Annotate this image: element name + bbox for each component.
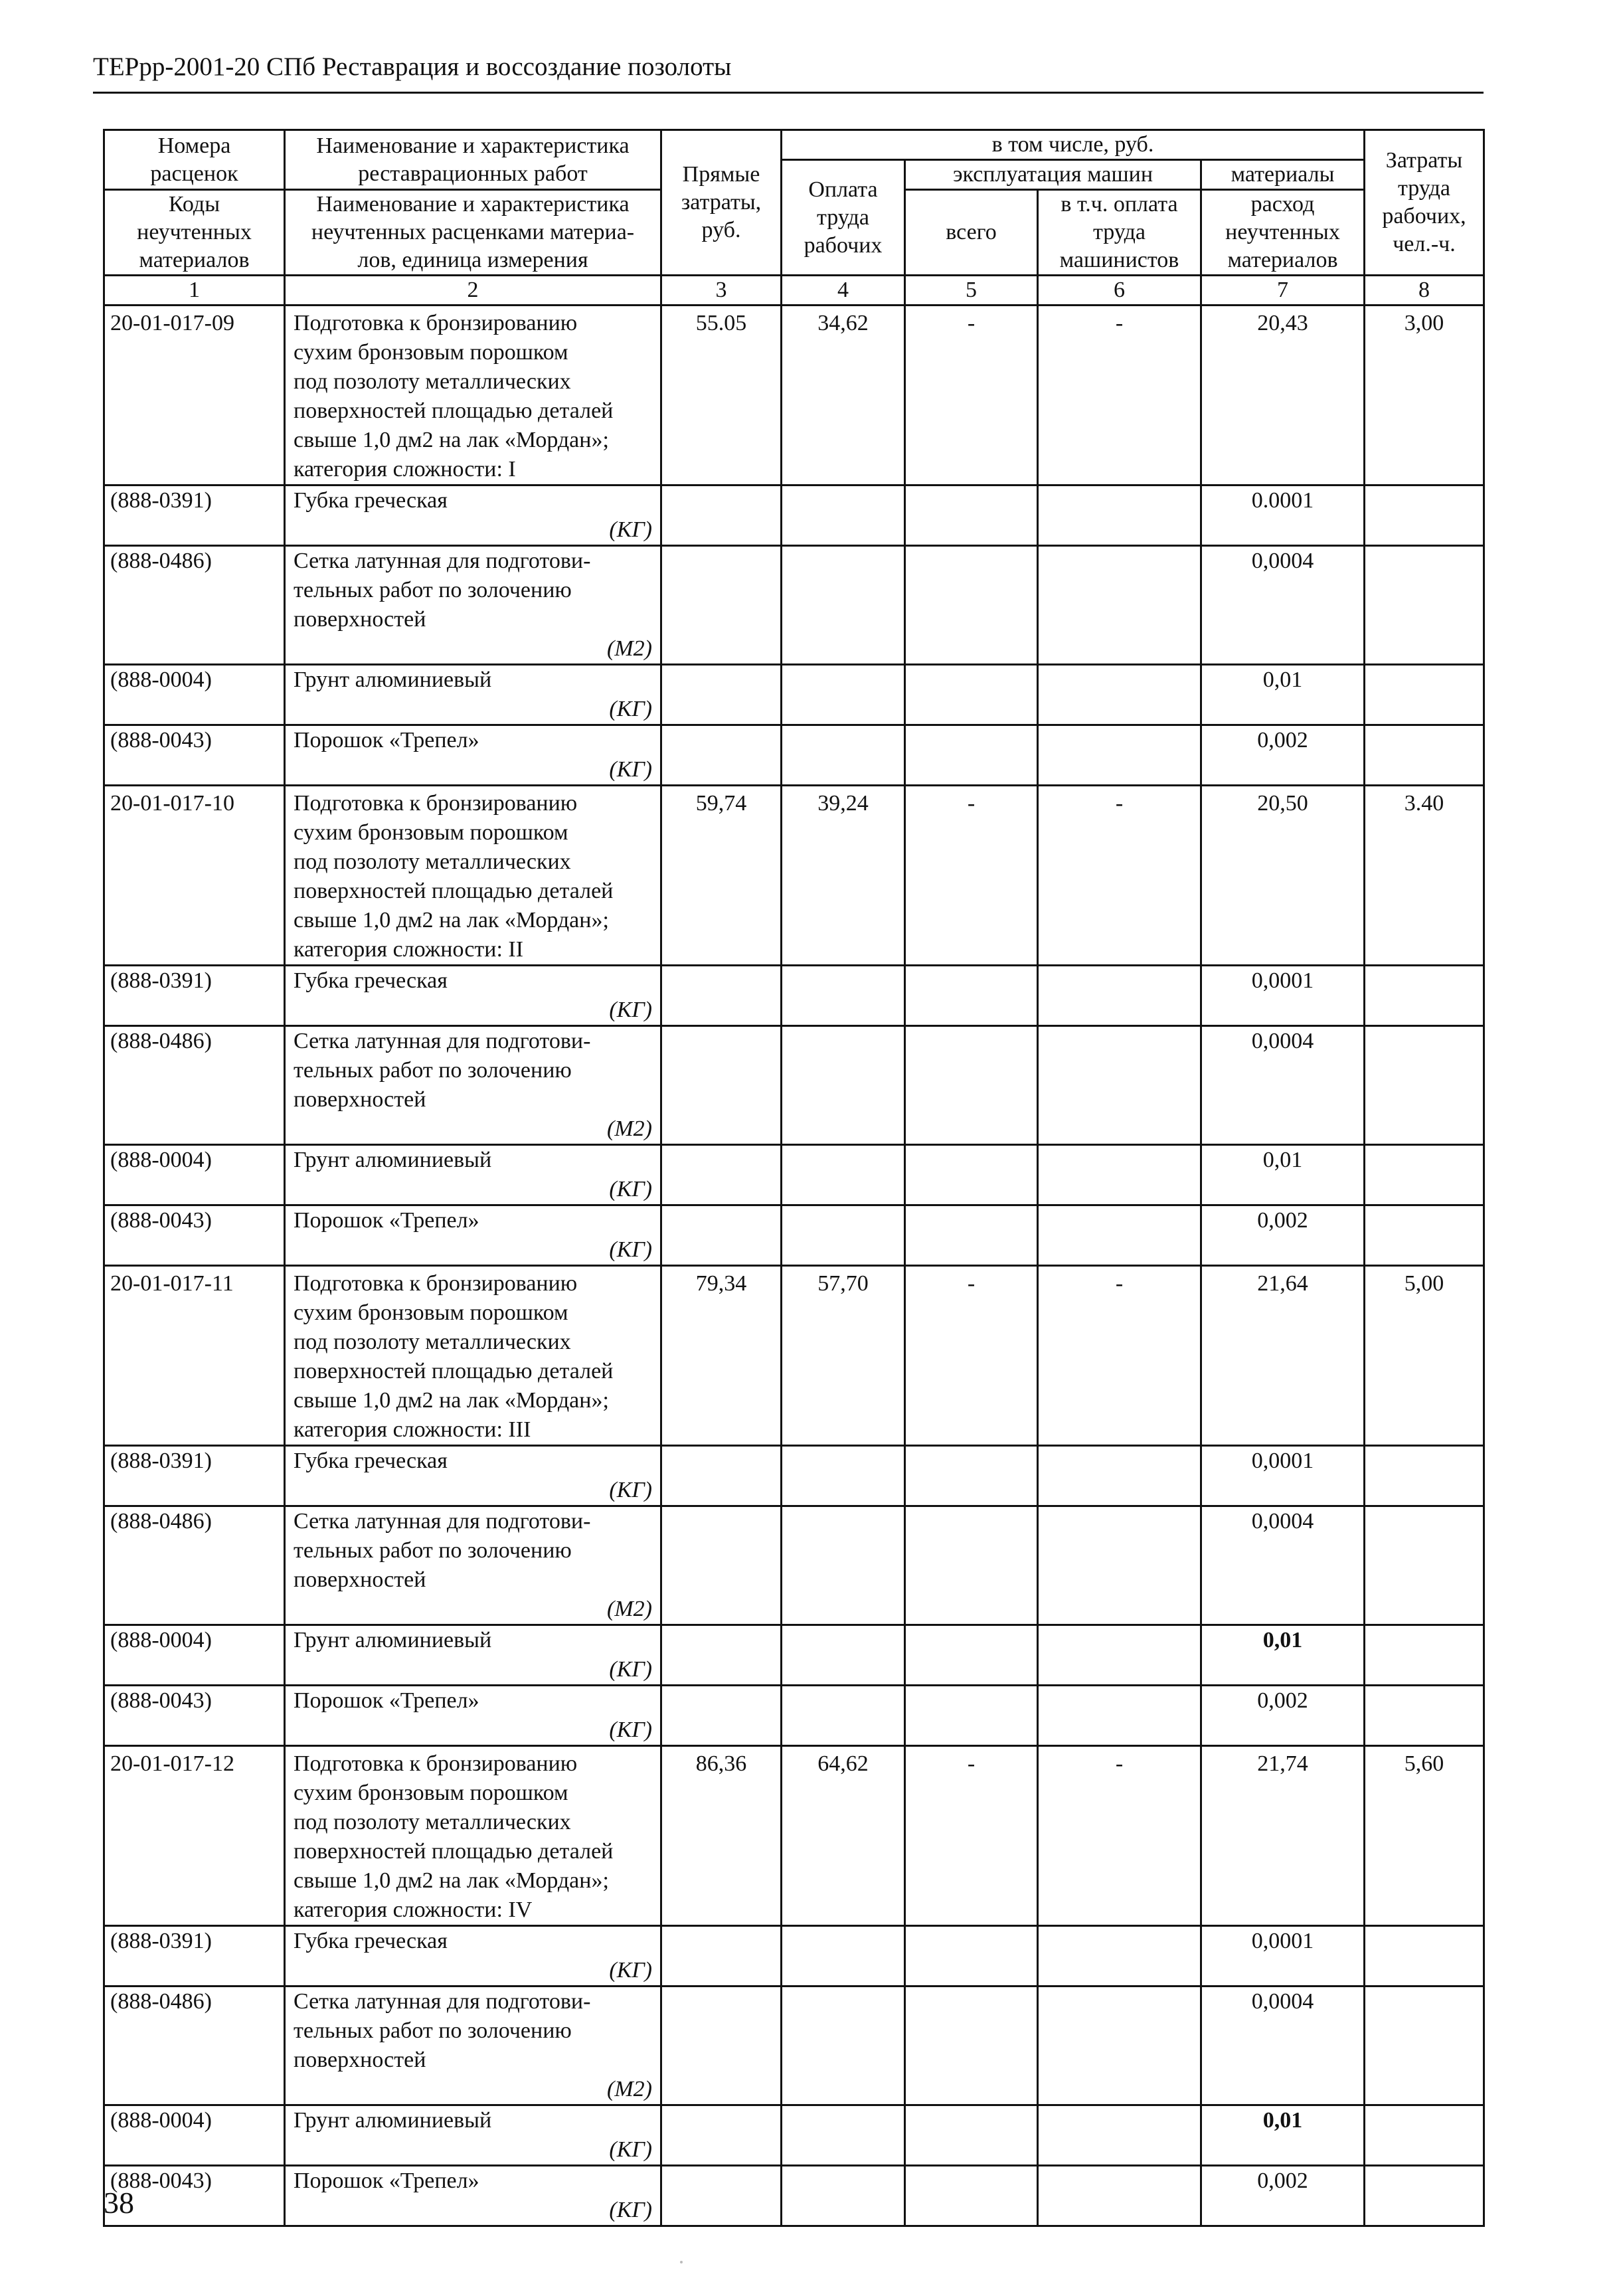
material-quantity: 0,01 bbox=[1201, 1145, 1365, 1205]
unit-label: (М2) bbox=[607, 1116, 652, 1141]
material-name-line: Губка греческая bbox=[294, 1449, 448, 1473]
empty-cell bbox=[1038, 2105, 1201, 2166]
empty-cell bbox=[1365, 1145, 1484, 1205]
empty-cell bbox=[905, 1026, 1038, 1145]
description-line: свыше 1,0 дм2 на лак «Мордан»; bbox=[294, 428, 609, 452]
material-name-line: Грунт алюминиевый bbox=[294, 2108, 492, 2133]
empty-cell bbox=[661, 966, 782, 1026]
material-name bbox=[285, 1145, 661, 1205]
rate-group bbox=[104, 306, 1484, 786]
rate-row bbox=[104, 1266, 1484, 1446]
empty-cell bbox=[1038, 1987, 1201, 2105]
empty-cell bbox=[1038, 1145, 1201, 1205]
material-code: (888-0004) bbox=[104, 2105, 285, 2166]
empty-cell bbox=[782, 2166, 905, 2226]
material-code: (888-0043) bbox=[104, 2166, 285, 2226]
unit-label: (М2) bbox=[607, 1597, 652, 1621]
empty-cell bbox=[661, 1026, 782, 1145]
unit-label: (КГ) bbox=[609, 1718, 652, 1742]
column-number: 8 bbox=[1365, 276, 1484, 306]
material-name-line: Порошок «Трепел» bbox=[294, 2168, 479, 2193]
empty-cell bbox=[905, 1506, 1038, 1625]
empty-cell bbox=[782, 1446, 905, 1506]
material-name-line: Сетка латунная для подготови- bbox=[294, 1029, 591, 1053]
empty-cell bbox=[1365, 1987, 1484, 2105]
header-labor-pay: Оплата труда рабочих bbox=[782, 160, 905, 276]
empty-cell bbox=[782, 1026, 905, 1145]
empty-cell bbox=[1365, 1625, 1484, 1686]
empty-cell bbox=[782, 1205, 905, 1266]
material-name bbox=[285, 1686, 661, 1746]
empty-cell bbox=[782, 2105, 905, 2166]
material-name-line: поверхностей bbox=[294, 1567, 426, 1592]
labor-hours: 3,00 bbox=[1365, 306, 1484, 486]
material-row bbox=[104, 1686, 1484, 1746]
header-material-consumption: расход неучтенных материалов bbox=[1201, 190, 1365, 276]
material-name-line: поверхностей bbox=[294, 1087, 426, 1112]
description-line: категория сложности: III bbox=[294, 1417, 531, 1442]
description-line: сухим бронзовым порошком bbox=[294, 820, 568, 845]
running-head: ТЕРрр-2001-20 СПб Реставрация и воссоздание позолоты bbox=[93, 52, 732, 81]
material-quantity: 0,0004 bbox=[1201, 1987, 1365, 2105]
material-name-line: поверхностей bbox=[294, 2048, 426, 2072]
empty-cell bbox=[782, 665, 905, 725]
empty-cell bbox=[661, 1205, 782, 1266]
material-quantity: 0,0004 bbox=[1201, 1026, 1365, 1145]
labor-hours: 5,60 bbox=[1365, 1746, 1484, 1926]
header-material-codes: Коды неучтенных материалов bbox=[104, 190, 285, 276]
material-name-line: Сетка латунная для подготови- bbox=[294, 1989, 591, 2014]
material-name bbox=[285, 1205, 661, 1266]
rate-row bbox=[104, 306, 1484, 486]
material-name bbox=[285, 966, 661, 1026]
rate-code: 20-01-017-11 bbox=[104, 1266, 285, 1446]
header-machines: эксплуатация машин bbox=[905, 160, 1201, 190]
unit-label: (КГ) bbox=[609, 1237, 652, 1262]
header-rate-numbers: Номера расценок bbox=[104, 130, 285, 190]
materials-cost: 20,50 bbox=[1201, 786, 1365, 966]
empty-cell bbox=[1365, 1506, 1484, 1625]
material-name-line: Сетка латунная для подготови- bbox=[294, 1509, 591, 1534]
material-name bbox=[285, 2166, 661, 2226]
machines-total: - bbox=[905, 1746, 1038, 1926]
material-name-line: Порошок «Трепел» bbox=[294, 728, 479, 752]
direct-costs: 86,36 bbox=[661, 1746, 782, 1926]
material-name-line: Губка греческая bbox=[294, 488, 448, 513]
material-row bbox=[104, 486, 1484, 546]
material-name bbox=[285, 1625, 661, 1686]
empty-cell bbox=[1365, 546, 1484, 665]
rate-description bbox=[285, 1266, 661, 1446]
header-direct-costs: Прямые затраты, руб. bbox=[661, 130, 782, 276]
rate-row bbox=[104, 1746, 1484, 1926]
empty-cell bbox=[905, 546, 1038, 665]
machines-total: - bbox=[905, 786, 1038, 966]
unit-label: (КГ) bbox=[609, 1177, 652, 1201]
material-quantity: 0,0001 bbox=[1201, 966, 1365, 1026]
material-row bbox=[104, 1987, 1484, 2105]
material-quantity: 0,002 bbox=[1201, 2166, 1365, 2226]
header-machinist-pay: в т.ч. оплата труда машинистов bbox=[1038, 190, 1201, 276]
material-row bbox=[104, 966, 1484, 1026]
direct-costs: 59,74 bbox=[661, 786, 782, 966]
description-line: категория сложности: I bbox=[294, 457, 516, 482]
empty-cell bbox=[782, 725, 905, 786]
material-quantity: 0,0004 bbox=[1201, 546, 1365, 665]
empty-cell bbox=[782, 1686, 905, 1746]
empty-cell bbox=[905, 1625, 1038, 1686]
description-line: категория сложности: IV bbox=[294, 1898, 533, 1922]
rate-description bbox=[285, 786, 661, 966]
material-name-line: тельных работ по золочению bbox=[294, 578, 572, 602]
unit-label: (КГ) bbox=[609, 1657, 652, 1682]
labor-hours: 3.40 bbox=[1365, 786, 1484, 966]
material-row bbox=[104, 1145, 1484, 1205]
header-labor-hours: Затраты труда рабочих, чел.-ч. bbox=[1365, 130, 1484, 276]
material-quantity: 0,01 bbox=[1201, 665, 1365, 725]
material-code: (888-0043) bbox=[104, 1205, 285, 1266]
machines-total: - bbox=[905, 1266, 1038, 1446]
page-number: 38 bbox=[104, 2186, 134, 2220]
header-machines-total: всего bbox=[905, 190, 1038, 276]
labor-pay: 64,62 bbox=[782, 1746, 905, 1926]
empty-cell bbox=[1038, 966, 1201, 1026]
empty-cell bbox=[1365, 2166, 1484, 2226]
rate-group bbox=[104, 786, 1484, 1266]
description-line: под позолоту металлических bbox=[294, 369, 571, 394]
material-name bbox=[285, 1987, 661, 2105]
description-line: под позолоту металлических bbox=[294, 1810, 571, 1834]
material-name-line: тельных работ по золочению bbox=[294, 1058, 572, 1083]
header-materials: материалы bbox=[1201, 160, 1365, 190]
unit-label: (КГ) bbox=[609, 2137, 652, 2162]
empty-cell bbox=[782, 486, 905, 546]
header-rule bbox=[93, 92, 1484, 94]
material-name bbox=[285, 1446, 661, 1506]
unit-label: (КГ) bbox=[609, 2198, 652, 2222]
description-line: сухим бронзовым порошком bbox=[294, 1781, 568, 1805]
empty-cell bbox=[661, 1926, 782, 1987]
labor-pay: 34,62 bbox=[782, 306, 905, 486]
empty-cell bbox=[1365, 725, 1484, 786]
rate-description bbox=[285, 306, 661, 486]
empty-cell bbox=[905, 1145, 1038, 1205]
material-quantity: 0,01 bbox=[1201, 2105, 1365, 2166]
labor-pay: 39,24 bbox=[782, 786, 905, 966]
empty-cell bbox=[905, 1686, 1038, 1746]
empty-cell bbox=[661, 2105, 782, 2166]
material-name bbox=[285, 1026, 661, 1145]
material-row bbox=[104, 2166, 1484, 2226]
description-line: под позолоту металлических bbox=[294, 849, 571, 874]
material-code: (888-0391) bbox=[104, 966, 285, 1026]
materials-cost: 21,74 bbox=[1201, 1746, 1365, 1926]
description-line: сухим бронзовым порошком bbox=[294, 340, 568, 365]
empty-cell bbox=[1038, 1026, 1201, 1145]
empty-cell bbox=[661, 1506, 782, 1625]
material-name-line: Грунт алюминиевый bbox=[294, 1628, 492, 1652]
header-material-names: Наименование и характеристика неучтенных расценками материа- лов, единица измерения bbox=[285, 190, 661, 276]
empty-cell bbox=[661, 1446, 782, 1506]
empty-cell bbox=[1038, 1625, 1201, 1686]
empty-cell bbox=[1365, 1205, 1484, 1266]
description-line: Подготовка к бронзированию bbox=[294, 1751, 578, 1776]
header-work-name: Наименование и характеристика реставрационных работ bbox=[285, 130, 661, 190]
rate-group bbox=[104, 1266, 1484, 1746]
material-name bbox=[285, 1506, 661, 1625]
machinist-pay: - bbox=[1038, 1746, 1201, 1926]
rate-group bbox=[104, 1746, 1484, 2226]
empty-cell bbox=[661, 486, 782, 546]
column-number: 5 bbox=[905, 276, 1038, 306]
material-row bbox=[104, 1926, 1484, 1987]
machinist-pay: - bbox=[1038, 1266, 1201, 1446]
empty-cell bbox=[1038, 725, 1201, 786]
material-row bbox=[104, 1205, 1484, 1266]
empty-cell bbox=[661, 1145, 782, 1205]
empty-cell bbox=[782, 1145, 905, 1205]
material-row bbox=[104, 1625, 1484, 1686]
material-name-line: Грунт алюминиевый bbox=[294, 1148, 492, 1172]
empty-cell bbox=[1365, 2105, 1484, 2166]
material-code: (888-0004) bbox=[104, 1625, 285, 1686]
material-row bbox=[104, 1026, 1484, 1145]
empty-cell bbox=[1038, 1446, 1201, 1506]
material-quantity: 0,002 bbox=[1201, 725, 1365, 786]
empty-cell bbox=[1038, 486, 1201, 546]
empty-cell bbox=[1038, 1686, 1201, 1746]
material-quantity: 0,0001 bbox=[1201, 1446, 1365, 1506]
material-code: (888-0391) bbox=[104, 1926, 285, 1987]
material-row bbox=[104, 1506, 1484, 1625]
empty-cell bbox=[1365, 966, 1484, 1026]
column-number: 1 bbox=[104, 276, 285, 306]
empty-cell bbox=[782, 966, 905, 1026]
empty-cell bbox=[782, 1625, 905, 1686]
empty-cell bbox=[1038, 1506, 1201, 1625]
material-code: (888-0043) bbox=[104, 1686, 285, 1746]
material-name bbox=[285, 486, 661, 546]
material-code: (888-0486) bbox=[104, 1987, 285, 2105]
scan-speck bbox=[680, 2261, 683, 2263]
column-number: 3 bbox=[661, 276, 782, 306]
empty-cell bbox=[905, 486, 1038, 546]
empty-cell bbox=[1365, 1026, 1484, 1145]
empty-cell bbox=[782, 546, 905, 665]
empty-cell bbox=[661, 725, 782, 786]
machines-total: - bbox=[905, 306, 1038, 486]
empty-cell bbox=[905, 1446, 1038, 1506]
unit-label: (КГ) bbox=[609, 757, 652, 782]
empty-cell bbox=[905, 1987, 1038, 2105]
empty-cell bbox=[1038, 546, 1201, 665]
materials-cost: 21,64 bbox=[1201, 1266, 1365, 1446]
empty-cell bbox=[1038, 665, 1201, 725]
description-line: Подготовка к бронзированию bbox=[294, 311, 578, 335]
material-code: (888-0043) bbox=[104, 725, 285, 786]
material-row bbox=[104, 665, 1484, 725]
material-name bbox=[285, 2105, 661, 2166]
empty-cell bbox=[661, 546, 782, 665]
empty-cell bbox=[1365, 1686, 1484, 1746]
rate-code: 20-01-017-12 bbox=[104, 1746, 285, 1926]
unit-label: (КГ) bbox=[609, 1478, 652, 1502]
column-number: 6 bbox=[1038, 276, 1201, 306]
direct-costs: 55.05 bbox=[661, 306, 782, 486]
material-name-line: Порошок «Трепел» bbox=[294, 1208, 479, 1233]
unit-label: (М2) bbox=[607, 636, 652, 661]
table-header bbox=[104, 130, 1484, 306]
material-name bbox=[285, 725, 661, 786]
empty-cell bbox=[661, 1686, 782, 1746]
material-code: (888-0391) bbox=[104, 1446, 285, 1506]
description-line: поверхностей площадью деталей bbox=[294, 1839, 614, 1864]
material-code: (888-0486) bbox=[104, 1026, 285, 1145]
rate-row bbox=[104, 786, 1484, 966]
description-line: свыше 1,0 дм2 на лак «Мордан»; bbox=[294, 908, 609, 932]
empty-cell bbox=[782, 1506, 905, 1625]
empty-cell bbox=[1365, 1446, 1484, 1506]
description-line: поверхностей площадью деталей bbox=[294, 879, 614, 903]
material-code: (888-0486) bbox=[104, 546, 285, 665]
direct-costs: 79,34 bbox=[661, 1266, 782, 1446]
description-line: сухим бронзовым порошком bbox=[294, 1300, 568, 1325]
empty-cell bbox=[782, 1987, 905, 2105]
material-row bbox=[104, 725, 1484, 786]
description-line: свыше 1,0 дм2 на лак «Мордан»; bbox=[294, 1388, 609, 1413]
machinist-pay: - bbox=[1038, 306, 1201, 486]
empty-cell bbox=[661, 1625, 782, 1686]
material-name-line: Губка греческая bbox=[294, 968, 448, 993]
material-name bbox=[285, 665, 661, 725]
material-code: (888-0486) bbox=[104, 1506, 285, 1625]
rate-description bbox=[285, 1746, 661, 1926]
description-line: Подготовка к бронзированию bbox=[294, 791, 578, 816]
header-including: в том числе, руб. bbox=[782, 130, 1365, 160]
material-name-line: Грунт алюминиевый bbox=[294, 667, 492, 692]
empty-cell bbox=[905, 2105, 1038, 2166]
material-name-line: Порошок «Трепел» bbox=[294, 1688, 479, 1713]
unit-label: (КГ) bbox=[609, 998, 652, 1022]
material-quantity: 0,01 bbox=[1201, 1625, 1365, 1686]
empty-cell bbox=[1038, 2166, 1201, 2226]
material-row bbox=[104, 2105, 1484, 2166]
material-quantity: 0,0001 bbox=[1201, 1926, 1365, 1987]
unit-label: (КГ) bbox=[609, 517, 652, 542]
description-line: свыше 1,0 дм2 на лак «Мордан»; bbox=[294, 1868, 609, 1893]
empty-cell bbox=[1365, 665, 1484, 725]
empty-cell bbox=[1038, 1926, 1201, 1987]
empty-cell bbox=[905, 966, 1038, 1026]
materials-cost: 20,43 bbox=[1201, 306, 1365, 486]
material-name bbox=[285, 1926, 661, 1987]
empty-cell bbox=[905, 725, 1038, 786]
material-name-line: Губка греческая bbox=[294, 1929, 448, 1953]
description-line: Подготовка к бронзированию bbox=[294, 1271, 578, 1296]
empty-cell bbox=[661, 1987, 782, 2105]
empty-cell bbox=[661, 665, 782, 725]
material-code: (888-0004) bbox=[104, 665, 285, 725]
description-line: под позолоту металлических bbox=[294, 1330, 571, 1354]
material-quantity: 0,0004 bbox=[1201, 1506, 1365, 1625]
material-name-line: Сетка латунная для подготови- bbox=[294, 549, 591, 573]
empty-cell bbox=[661, 2166, 782, 2226]
description-line: категория сложности: II bbox=[294, 937, 524, 962]
rate-code: 20-01-017-10 bbox=[104, 786, 285, 966]
material-row bbox=[104, 1446, 1484, 1506]
column-number: 4 bbox=[782, 276, 905, 306]
material-row bbox=[104, 546, 1484, 665]
material-name-line: тельных работ по золочению bbox=[294, 2018, 572, 2043]
empty-cell bbox=[1365, 486, 1484, 546]
material-name bbox=[285, 546, 661, 665]
material-code: (888-0391) bbox=[104, 486, 285, 546]
rate-code: 20-01-017-09 bbox=[104, 306, 285, 486]
material-name-line: тельных работ по золочению bbox=[294, 1538, 572, 1563]
empty-cell bbox=[1038, 1205, 1201, 1266]
unit-label: (КГ) bbox=[609, 1958, 652, 1983]
empty-cell bbox=[905, 2166, 1038, 2226]
material-code: (888-0004) bbox=[104, 1145, 285, 1205]
material-quantity: 0.0001 bbox=[1201, 486, 1365, 546]
unit-label: (КГ) bbox=[609, 697, 652, 721]
empty-cell bbox=[782, 1926, 905, 1987]
description-line: поверхностей площадью деталей bbox=[294, 398, 614, 423]
empty-cell bbox=[1365, 1926, 1484, 1987]
material-quantity: 0,002 bbox=[1201, 1686, 1365, 1746]
empty-cell bbox=[905, 1926, 1038, 1987]
rates-table bbox=[103, 129, 1485, 2227]
column-number: 7 bbox=[1201, 276, 1365, 306]
column-number: 2 bbox=[285, 276, 661, 306]
machinist-pay: - bbox=[1038, 786, 1201, 966]
labor-hours: 5,00 bbox=[1365, 1266, 1484, 1446]
material-name-line: поверхностей bbox=[294, 607, 426, 632]
material-quantity: 0,002 bbox=[1201, 1205, 1365, 1266]
empty-cell bbox=[905, 1205, 1038, 1266]
unit-label: (М2) bbox=[607, 2077, 652, 2101]
description-line: поверхностей площадью деталей bbox=[294, 1359, 614, 1383]
labor-pay: 57,70 bbox=[782, 1266, 905, 1446]
empty-cell bbox=[905, 665, 1038, 725]
